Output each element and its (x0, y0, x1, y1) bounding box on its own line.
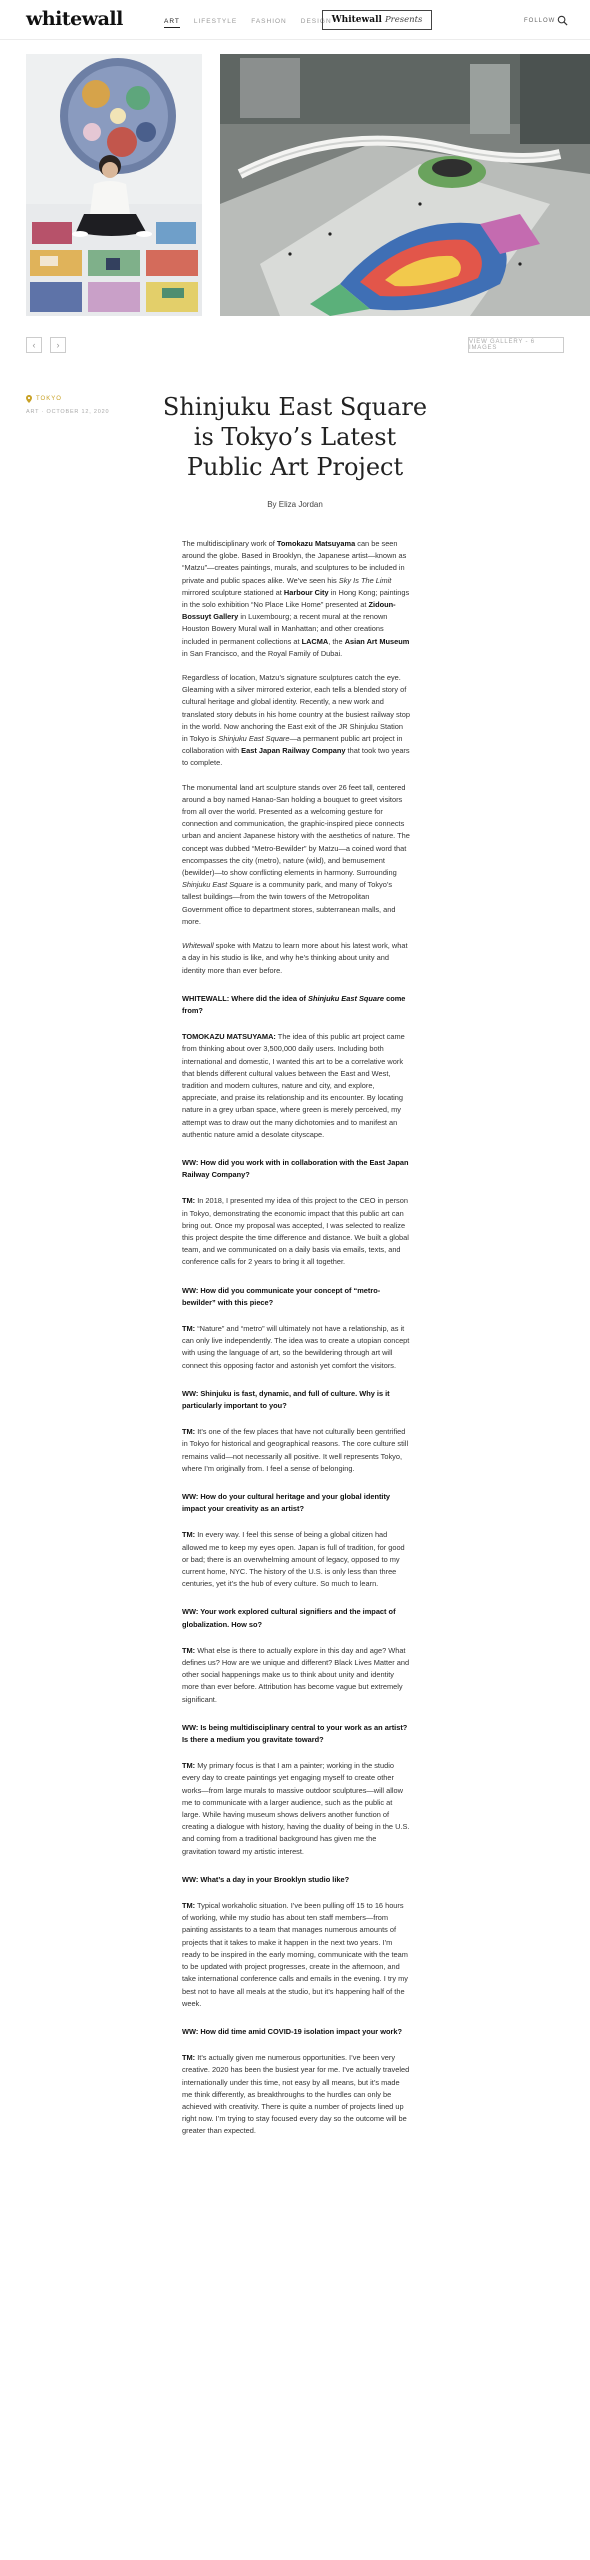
gallery-prev-button[interactable]: ‹ (26, 337, 42, 353)
nav-item-art[interactable]: ART (164, 18, 180, 28)
speaker-label: TM: (182, 1196, 196, 1206)
text: come from? (182, 993, 406, 1015)
interview-answer (182, 1195, 410, 1268)
article-body (182, 538, 410, 2152)
view-gallery-button[interactable]: VIEW GALLERY - 6 IMAGES (468, 337, 564, 353)
paragraph (182, 940, 410, 977)
text: mirrored sculpture stationed at (182, 587, 284, 597)
interview-question: WW: How did time amid COVID-19 isolation impact your work? (182, 2026, 402, 2036)
speaker-label: TM: (182, 1901, 196, 1911)
interview-question: WW: Shinjuku is fast, dynamic, and full of culture. Why is it particularly important to you? (182, 1388, 390, 1410)
text: My primary focus is that I am a painter; working in the studio every day to create paintings yet engaging myself to create other works—from large murals to massive outdoor sculptures—will allow me to communicate with a larger audience, such as the public at large. While having museum shows delivers another function of creating a dialogue with history, having the duality of being in the U.S. and coming from a traditional background has given me the gravitation toward my artistic interest. (182, 1761, 410, 1856)
interview-answer (182, 1323, 410, 1372)
interview-answer (182, 1645, 410, 1706)
interview-answer (182, 1031, 410, 1141)
speaker-label: TM: (182, 1530, 196, 1540)
paragraph (182, 538, 410, 660)
text: Typical workaholic situation. I’ve been pulling off 15 to 16 hours of working, while my studio has about ten staff members—from painting assistants to a team that manages numerous amounts of projects that it takes to make it happen in the next two years. I’m ready to be inspired in the early morning, communicate with the team to be updated with project progresses, create in the afternoon, and take international conference calls and emails in the evening. I try my best not to have all meals at the studio, but it’s happening half of the week. (182, 1901, 408, 2008)
interview-question: WW: How do your cultural heritage and your global identity impact your creativity as an artist? (182, 1492, 391, 1514)
text: In every way. I feel this sense of being a global citizen had allowed me to keep my eyes open. Japan is full of tradition, for good or bad; there is an overwhelming amount of legacy, opposed to my current home, NYC. The history of the U.S. is only less than three centuries, yet it’s the hub of every culture. So much to learn. (182, 1530, 405, 1589)
publish-date: ART · OCTOBER 12, 2020 (26, 409, 110, 415)
text: “Nature” and “metro” will ultimately not have a relationship, as it can only live independently. The idea was to create a utopian concept with using the language of art, so the bewildering through art will connect this opposing factor and astonish yet comfort the visitors. (182, 1323, 410, 1370)
nav-item-design[interactable]: DESIGN (300, 18, 332, 25)
site-header (0, 0, 590, 40)
artist-link[interactable]: Tomokazu Matsuyama (276, 539, 356, 548)
interview-answer (182, 2052, 410, 2137)
text: Regardless of location, Matzu’s signature sculptures catch the eye. Gleaming with a silver mirrored exterior, each tells a blended story of cultural heritage and global identity. Recently, a new work and translated story debuts in his home country at the busiest railway stop in the world. Now anchoring the East exit of the JR Shinjuku Station in Tokyo is (182, 673, 410, 744)
museum-link[interactable]: Asian Art Museum (344, 636, 410, 646)
interview-answer (182, 1760, 410, 1858)
article-byline[interactable]: By Eliza Jordan (267, 500, 323, 509)
interview-question: WW: Is being multidisciplinary central to your work as an artist? Is there a medium you gravitate toward? (182, 1722, 408, 1745)
artwork-title: Sky Is The Limit (338, 575, 392, 585)
text: in Hong Kong; paintings in the solo exhibition “No Place Like Home” presented at (182, 587, 410, 610)
text: —a permanent public art project in collaboration with (182, 734, 403, 756)
publication-name: Whitewall (182, 941, 214, 951)
paragraph (182, 782, 410, 928)
presents-script: Presents (384, 15, 423, 25)
follow-link[interactable]: FOLLOW (524, 18, 556, 24)
whitewall-presents-button[interactable] (322, 10, 432, 30)
text: The idea of this public art project came from thinking about over 3,500,000 daily users. Including both international and domestic, I wanted this art to be a correlative work that blends different cultural values between the East and West, tradition and modern cultures, nature and city, and explore, appreciate, and praise its relationship and its encounter. By locating nature in a grey urban space, where green is merely perceived, my attempt was to draw out the many dichotomies and to manifest an authentic nature amid a desolate cityscape. (182, 1032, 405, 1139)
speaker-label: TM: (182, 1761, 196, 1771)
artwork-title: Shinjuku East Square (308, 993, 385, 1003)
text: WHITEWALL: Where did the idea of (182, 993, 309, 1003)
artwork-title: Shinjuku East Square (182, 880, 254, 890)
nav-item-lifestyle[interactable]: LIFESTYLE (193, 18, 238, 25)
article-title: Shinjuku East Square is Tokyo’s Latest Public Art Project (162, 393, 428, 481)
interview-question: WW: How did you communicate your concept of “metro-bewilder” with this piece? (182, 1285, 381, 1307)
category-tag[interactable] (26, 395, 62, 403)
interview-question: WW: What’s a day in your Brooklyn studio like? (182, 1874, 350, 1884)
text: , the (328, 636, 345, 646)
search-icon[interactable] (557, 15, 568, 26)
company-link[interactable]: East Japan Railway Company (241, 746, 346, 756)
artwork-title: Shinjuku East Square (218, 734, 290, 744)
text: in Luxembourg; a recent mural at the renown Houston Bowery Mural wall in Manhattan; and other creations included in permanent collections at (182, 612, 388, 646)
speaker-label: TM: (182, 1323, 196, 1333)
venue-link[interactable]: Harbour City (283, 587, 329, 597)
category-label: TOKYO (36, 396, 62, 402)
presents-brand: Whitewall (331, 15, 382, 25)
text: The monumental land art sculpture stands over 26 feet tall, centered around a boy named Hanao-San holding a bouquet to greet visitors from all over the world. Presented as a welcoming gesture for connection and communication, the graphic-inspired piece connects urban and ancient Japanese history with the aesthetics of nature. The concept was dubbed “Metro-Bewilder” by Matzu—a coined word that encompasses the city (metro), nature (wild), and bemusement (bewilder)—to show conflicting elements in harmony. Surrounding (182, 782, 410, 878)
nav-item-fashion[interactable]: FASHION (251, 18, 287, 25)
speaker-label: TOMOKAZU MATSUYAMA: (182, 1032, 276, 1042)
hero-image-artist-portrait[interactable] (26, 54, 202, 316)
site-logo[interactable]: whitewall (26, 8, 123, 30)
text: It’s one of the few places that have not culturally been gentrified in Tokyo for historical and geographical reasons. The core culture still remains valid—not necessarily all positive. It well represents Tokyo, where I’m originally from. I feel a sense of belonging. (182, 1427, 409, 1473)
location-pin-icon (26, 395, 32, 403)
text: What else is there to actually explore in this day and age? What defines us? How are we unique and different? Black Lives Matter and other social happenings make us to think about unity and identity more than ever before. Attribution has become vague but extremely significant. (182, 1645, 410, 1704)
interview-answer (182, 1529, 410, 1590)
interview-answer (182, 1900, 410, 2010)
speaker-label: TM: (182, 1427, 196, 1437)
interview-question: WW: How did you work with in collaboration with the East Japan Railway Company? (182, 1157, 409, 1180)
text: that took two years to complete. (182, 746, 410, 768)
text: is a community park, and many of Tokyo’s tallest buildings—from the twin towers of the Metropolitan Government office to department stores, subterranean malls, and more. (182, 880, 396, 926)
gallery-next-button[interactable]: › (50, 337, 66, 353)
speaker-label: TM: (182, 1645, 196, 1655)
paragraph (182, 672, 410, 770)
text: In 2018, I presented my idea of this project to the CEO in person in Tokyo, demonstrating the economic impact that this public art can bring out. Once my proposal was accepted, I was selected to realize this project despite the time difference and distance. We built a global team, and we communicated on a daily basis via emails, texts, and conference calls for 2 years to bring it all together. (182, 1196, 409, 1267)
speaker-label: TM: (182, 2053, 196, 2063)
interview-question: WW: Your work explored cultural signifiers and the impact of globalization. How so? (182, 1607, 396, 1629)
text: spoke with Matzu to learn more about his latest work, what a day in his studio is like, and why he’s thinking about unity and identity more than ever before. (182, 941, 408, 975)
text: The multidisciplinary work of (182, 539, 277, 548)
interview-question (182, 993, 410, 1017)
hero-image-shinjuku-east-square[interactable] (220, 54, 590, 316)
text: It’s actually given me numerous opportunities. I’ve been very creative. 2020 has been the busiest year for me. I’ve actually traveled internationally under this time, not easy by all means, but it’s made me think differently, as breakthroughs to the hurdles can only be achieved with creativity. There is quite a number of projects lined up right now. I’m trying to stay focused every day so the outcome will be greater than expected. (182, 2053, 410, 2136)
main-nav (164, 18, 332, 28)
text: in San Francisco, and the Royal Family of Dubai. (182, 648, 343, 658)
museum-link[interactable]: LACMA (301, 636, 329, 646)
text: can be seen around the globe. Based in Brooklyn, the Japanese artist—known as “Matzu”—creates paintings, murals, and sculptures to be included in private and public spaces alike. We’ve seen his (182, 539, 407, 585)
gallery-link[interactable]: Zidoun-Bossuyt Gallery (182, 600, 396, 622)
interview-answer (182, 1426, 410, 1475)
